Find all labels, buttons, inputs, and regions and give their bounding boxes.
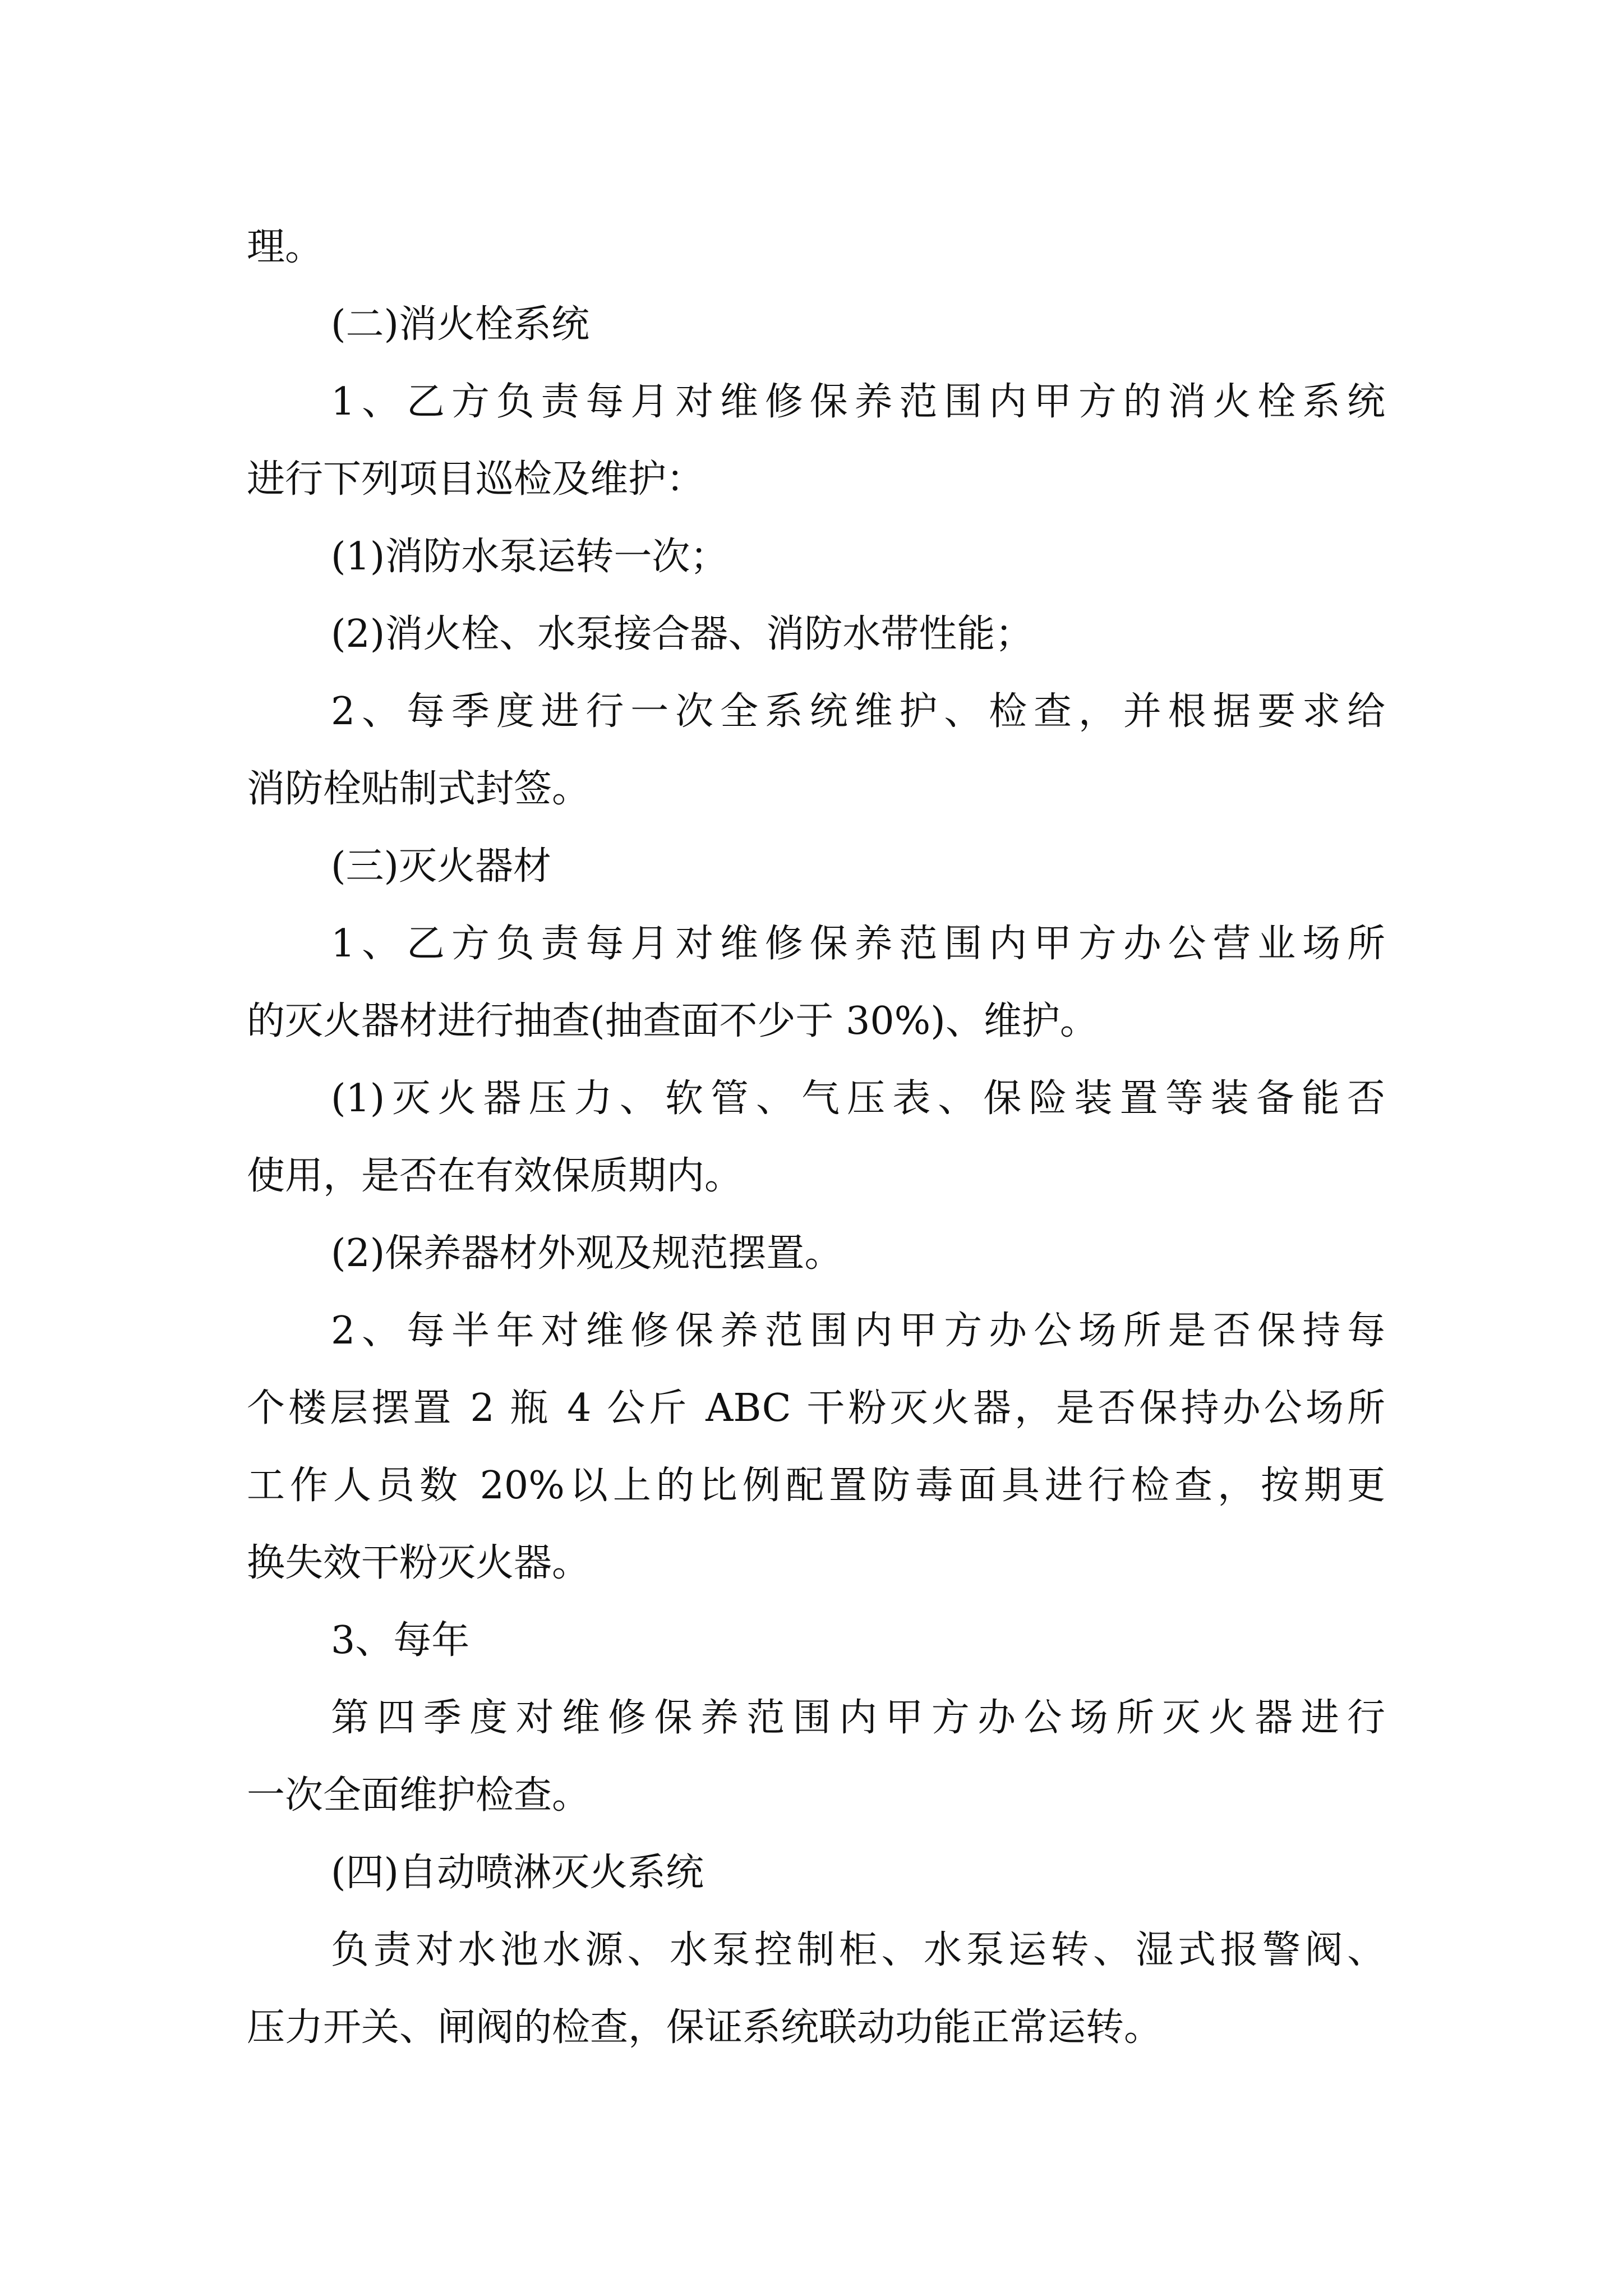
text-line: 换失效干粉灭火器。 [247,1541,591,1585]
section-heading: (二)消火栓系统 [331,302,590,347]
text-line: 2、每半年对维修保养范围内甲方办公场所是否保持每 [331,1309,1385,1353]
text-line: 使用，是否在有效保质期内。 [247,1154,743,1198]
text-line: 3、每年 [331,1618,470,1663]
text-line: 1、乙方负责每月对维修保养范围内甲方的消火栓系统 [331,380,1385,424]
text-line: 理。 [247,225,324,269]
text-line: 工作人员数 20%以上的比例配置防毒面具进行检查，按期更 [247,1464,1385,1508]
list-item: (2)保养器材外观及规范摆置。 [331,1231,843,1276]
text-line: 第四季度对维修保养范围内甲方办公场所灭火器进行 [331,1696,1385,1740]
text-line: 1、乙方负责每月对维修保养范围内甲方办公营业场所 [331,922,1385,966]
text-line: 个楼层摆置 2 瓶 4 公斤 ABC 干粉灭火器，是否保持办公场所 [247,1386,1385,1430]
text-line: 负责对水池水源、水泵控制柜、水泵运转、湿式报警阀、 [331,1928,1385,1972]
list-item: (1)消防水泵运转一次； [331,535,728,579]
text-line: 一次全面维护检查。 [247,1773,591,1818]
text-line: 2、每季度进行一次全系统维护、检查，并根据要求给 [331,689,1385,734]
section-heading: (三)灭火器材 [331,844,552,889]
section-heading: (四)自动喷淋灭火系统 [331,1851,704,1895]
document-body [247,209,1385,2067]
list-item: (2)消火栓、水泵接合器、消防水带性能； [331,612,1034,656]
text-line: 消防栓贴制式封签。 [247,767,591,811]
text-line: 压力开关、闸阀的检查，保证系统联动功能正常运转。 [247,2005,1163,2050]
list-item: (1)灭火器压力、软管、气压表、保险装置等装备能否 [331,1076,1385,1121]
text-line: 进行下列项目巡检及维护： [247,457,705,501]
text-line: 的灭火器材进行抽查(抽查面不少于 30%)、维护。 [247,999,1098,1043]
